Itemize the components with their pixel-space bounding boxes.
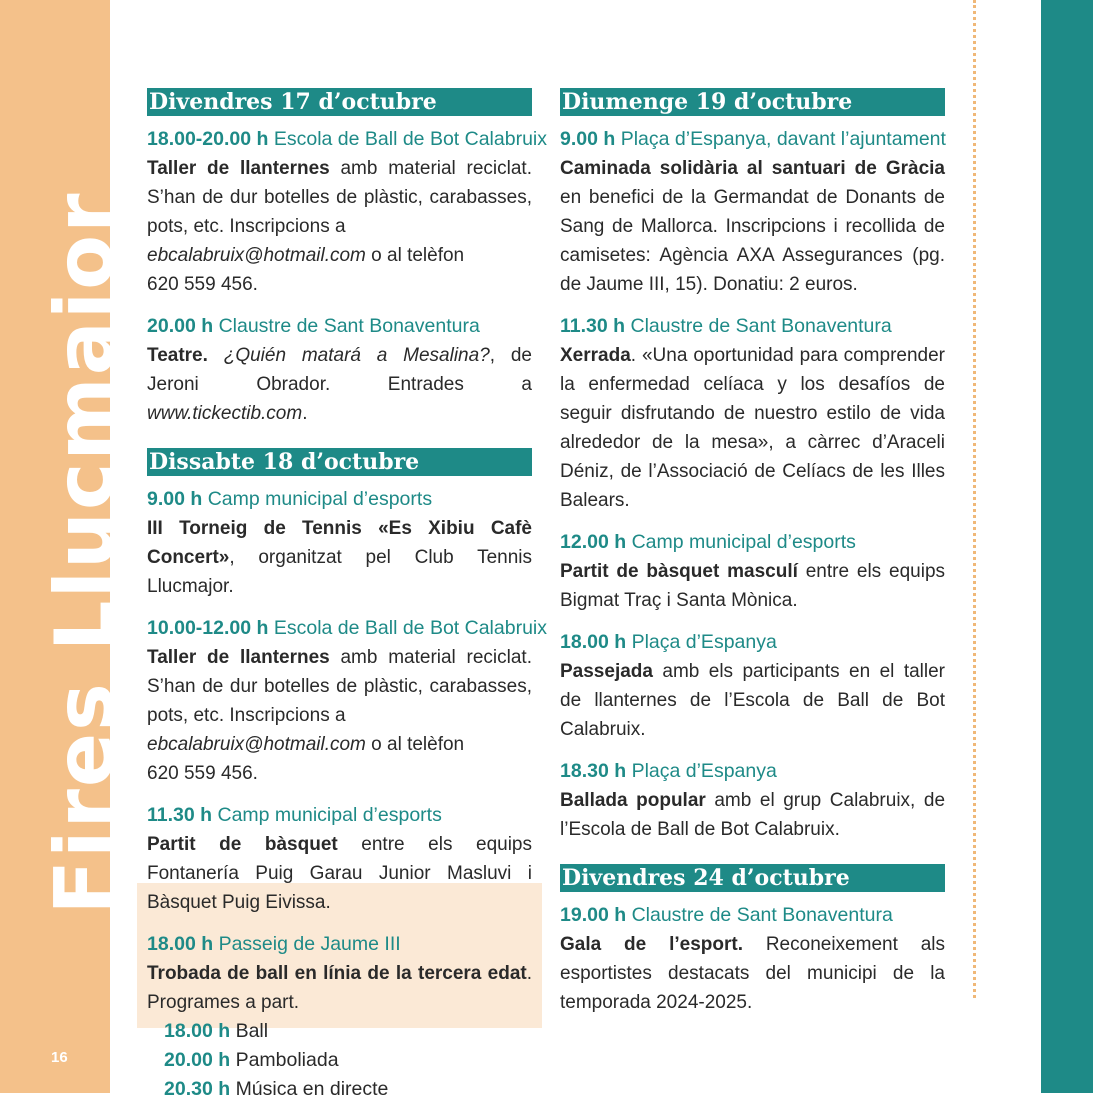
event-body [560,557,945,615]
event-body [147,514,532,601]
event [560,628,945,744]
dotted-divider [973,0,976,998]
sub-item [147,1075,532,1104]
event-time: 9.00 h [560,128,616,150]
event-time: 18.30 h [560,760,627,782]
event-time: 18.00-20.00 h [147,128,269,150]
event-title: Ballada popular [560,790,706,811]
event-text: o al telèfon [365,734,465,755]
event-title: Gala de l’esport. [560,934,743,955]
right-color-band [1041,0,1093,1093]
event-time: 18.00 h [560,631,627,653]
vertical-title: Fires Llucmajor [38,191,131,915]
event-text: , de Jeroni Obrador. Entrades a [147,345,532,395]
play-title: ¿Quién matará a Mesalina? [207,345,490,366]
day-header: Divendres 24 d’octubre [560,864,945,892]
event-time: 18.00 h [147,933,214,955]
event-title: Taller de llanternes [147,158,330,179]
email-link[interactable]: ebcalabruix@hotmail.com [147,734,366,755]
event-head [147,614,547,643]
event-description: Reconeixement als esportistes destacats del municipi de la temporada 2024-2025. [560,934,945,1013]
ticket-link[interactable]: www.tickectib.com [147,403,303,424]
event [560,757,945,844]
event-title: Partit de bàsquet masculí [560,561,798,582]
event [560,312,945,515]
event-place: Plaça d’Espanya, davant l’ajuntament [620,128,946,150]
event-description: amb material reciclat. S’han de dur botelles de plàstic, carabasses, pots, etc. Inscripcions a [147,647,532,726]
event-head [147,801,532,830]
sub-label: Pamboliada [235,1049,339,1071]
event-head [560,312,945,341]
event [560,901,945,1017]
event [147,312,532,428]
event-body [560,657,945,744]
sub-time: 20.00 h [164,1049,231,1071]
event-head [147,930,532,959]
event-title: Passejada [560,661,653,682]
event-title: Taller de llanternes [147,647,330,668]
event-text: o al telèfon [365,245,465,266]
event-title: Teatre. [147,345,208,366]
page-number: 16 [51,1049,68,1066]
event-title: Partit de bàsquet [147,834,338,855]
event-body [560,786,945,844]
sub-time: 20.30 h [164,1078,231,1100]
event-body [560,341,945,515]
left-column [147,88,547,1117]
event-description: . Programes a part. [147,963,532,1013]
event [147,930,532,1104]
event-head [560,125,945,154]
sub-label: Música en directe [235,1078,389,1100]
event-head [560,528,945,557]
event-description: amb el grup Calabruix, de l’Escola de Ball de Bot Calabruix. [560,790,946,840]
sub-item [147,1017,532,1046]
event-head [147,485,532,514]
event-title: Caminada solidària al santuari de Gràcia [560,158,945,179]
event-description: amb els participants en el taller de llanternes de l’Escola de Ball de Bot Calabruix. [560,661,945,740]
event [560,125,945,299]
event-head [560,757,945,786]
event-description: entre els equips Fontanería Puig Garau Junior Masluvi i Bàsquet Puig Eivissa. [147,834,532,913]
event-body [147,830,532,917]
event-place: Camp municipal d’esports [207,488,433,510]
event-head [560,628,945,657]
sub-item [147,1046,532,1075]
event-description: en benefici de la Germandat de Donants de Sang de Mallorca. Inscripcions i recollida de camisetes: Agència AXA Assegurances (pg. de Jaume III, 15). Donatiu: 2 euros. [560,187,945,295]
event [147,125,547,299]
event-time: 9.00 h [147,488,203,510]
event-time: 11.30 h [560,315,626,337]
event-description: amb material reciclat. S’han de dur botelles de plàstic, carabasses, pots, etc. Inscripcions a [147,158,532,237]
event-title: III Torneig de Tennis «Es Xibiu Cafè Concert» [147,518,532,568]
day-header: Divendres 17 d’octubre [147,88,532,116]
sub-label: Ball [235,1020,269,1042]
right-column [560,88,945,1030]
email-link[interactable]: ebcalabruix@hotmail.com [147,245,366,266]
phone-number: 620 559 456. [147,274,258,295]
event-body [560,154,945,299]
event-place: Passeig de Jaume III [218,933,401,955]
event-body [560,930,945,1017]
event-body [147,959,532,1017]
day-header: Dissabte 18 d’octubre [147,448,532,476]
event-place: Escola de Ball de Bot Calabruix [273,128,547,150]
event-time: 20.00 h [147,315,214,337]
event-place: Plaça d’Espanya [631,631,777,653]
sub-time: 18.00 h [164,1020,231,1042]
event-place: Claustre de Sant Bonaventura [630,315,892,337]
event-time: 19.00 h [560,904,627,926]
event [147,485,532,601]
event-place: Escola de Ball de Bot Calabruix [273,617,547,639]
event-place: Camp municipal d’esports [631,531,856,553]
event [560,528,945,615]
event-head [147,312,532,341]
event [147,801,532,917]
event-body [147,643,532,788]
event-description: , organitzat pel Club Tennis Llucmajor. [147,547,532,597]
event-title: Xerrada [560,345,631,366]
event-head [560,901,945,930]
event-body [147,341,532,428]
event-place: Claustre de Sant Bonaventura [631,904,893,926]
event-body [147,154,532,299]
event-time: 12.00 h [560,531,627,553]
event [147,614,547,788]
event-head [147,125,547,154]
event-place: Claustre de Sant Bonaventura [218,315,480,337]
event-text: . [302,403,308,424]
event-place: Plaça d’Espanya [631,760,777,782]
phone-number: 620 559 456. [147,763,258,784]
event-description: . «Una oportunidad para comprender la enfermedad celíaca y los desafíos de seguir disfrutando de nuestro estilo de vida alrededor de la mesa», a càrrec d’Araceli Déniz, de l’Associació de Celíacs de les Illes Balears. [560,345,945,511]
event-place: Camp municipal d’esports [217,804,442,826]
day-header: Diumenge 19 d’octubre [560,88,945,116]
event-time: 11.30 h [147,804,213,826]
event-title: Trobada de ball en línia de la tercera edat [147,963,527,984]
event-description: entre els equips Bigmat Traç i Santa Mònica. [560,561,946,611]
left-color-band [0,0,131,1093]
event-time: 10.00-12.00 h [147,617,269,639]
